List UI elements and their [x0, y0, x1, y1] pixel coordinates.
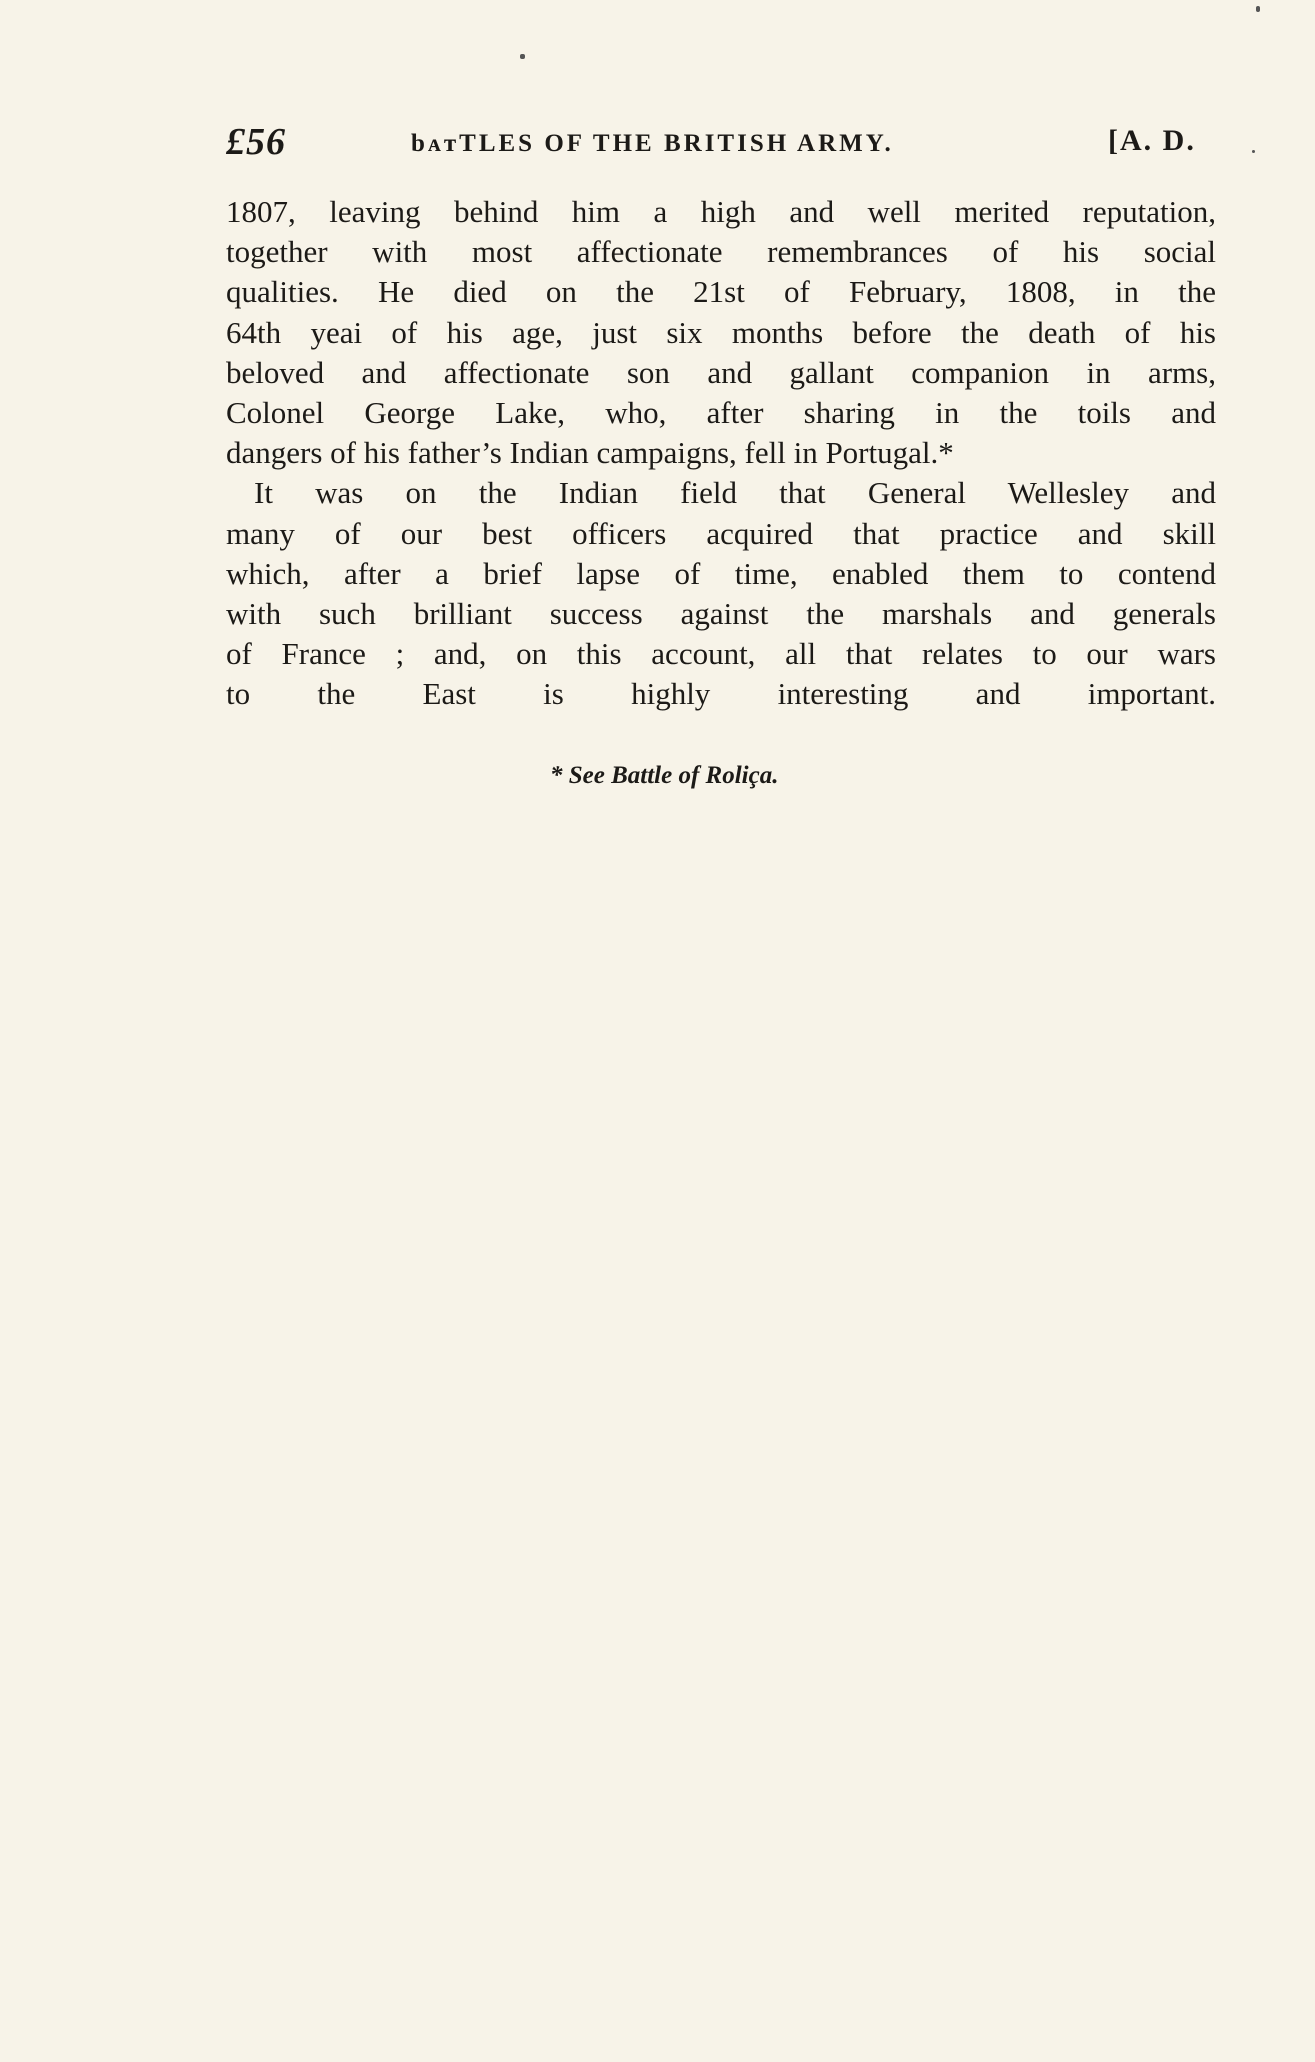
text-line: of France ; and, on this account, all that relates to our wars — [226, 636, 1216, 672]
paragraph — [226, 473, 1216, 714]
text-line: 64th yeai of his age, just six months before the death of his — [226, 314, 1216, 350]
page-number: £56 — [226, 121, 286, 163]
running-head — [226, 120, 1226, 170]
text-line: It was on the Indian field that General Wellesley and — [254, 475, 1216, 511]
ink-speck — [1256, 6, 1260, 12]
text-line: with such brilliant success against the marshals and generals — [226, 596, 1216, 632]
book-title: bᴀᴛTLES OF THE BRITISH ARMY. — [411, 130, 894, 157]
ink-speck — [520, 54, 525, 59]
paragraph — [226, 192, 1216, 473]
text-line: which, after a brief lapse of time, enabled them to contend — [226, 555, 1216, 591]
text-line: together with most affectionate remembrances of his social — [226, 234, 1216, 270]
text-line: beloved and affectionate son and gallant companion in arms, — [226, 354, 1216, 390]
text-line: 1807, leaving behind him a high and well merited reputation, — [226, 194, 1216, 229]
text-line: dangers of his father’s Indian campaigns, fell in Portugal.* — [226, 435, 954, 471]
ink-speck — [1252, 150, 1255, 153]
text-line: many of our best officers acquired that practice and skill — [226, 515, 1216, 551]
text-line: to the East is highly interesting and important. — [226, 676, 1216, 712]
text-line: Colonel George Lake, who, after sharing in the toils and — [226, 395, 1216, 431]
footnote: * See Battle of Roliça. — [550, 762, 779, 789]
era-marker: [A. D. — [1108, 124, 1196, 157]
text-line: qualities. He died on the 21st of February, 1808, in the — [226, 274, 1216, 310]
body-text — [226, 192, 1216, 715]
